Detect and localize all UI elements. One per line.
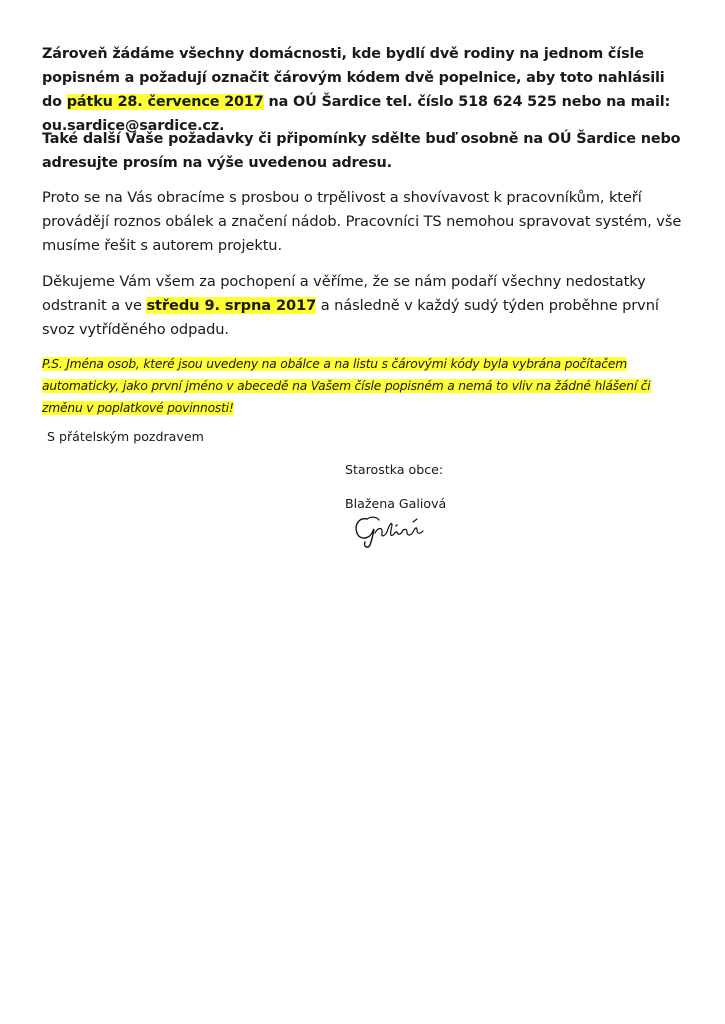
signer-role: Starostka obce: xyxy=(345,462,444,477)
paragraph-two-families xyxy=(42,42,682,138)
handwritten-signature xyxy=(353,511,431,549)
paragraph-two-families-contact: na OÚ Šardice tel. číslo 518 624 525 nebo na mail: ou.sardice@sardice.cz. xyxy=(42,94,671,134)
paragraph-thanks xyxy=(42,270,682,342)
closing-greeting: S přátelským pozdravem xyxy=(47,429,204,444)
postscript-note xyxy=(42,353,682,419)
paragraph-requests: Také další Vaše požadavky či připomínky sdělte buď osobně na OÚ Šardice nebo adresujte prosím na výše uvedenou adresu. xyxy=(42,131,681,171)
paragraph-patience: Proto se na Vás obracíme s prosbou o trpělivost a shovívavost k pracovníkům, kteří provádějí roznos obálek a značení nádob. Pracovníci TS nemohou spravovat systém, vše musíme řešit s autorem projektu. xyxy=(42,189,682,254)
paragraph-two-families-text: Zároveň žádáme všechny domácnosti, kde bydlí dvě rodiny na jednom čísle popisném a požadují označit čárovým kódem dvě popelnice, aby toto nahlásili do xyxy=(42,46,665,110)
postscript-text: P.S. Jména osob, které jsou uvedeny na obálce a na listu s čárovými kódy byla vybrána počítačem automaticky, jako první jméno v abecedě na Vašem čísle popisném a nemá to vliv na žádné hlášení či změnu v poplatkové povinnosti! xyxy=(42,357,651,415)
collection-date-highlight: středu 9. srpna 2017 xyxy=(146,297,317,314)
signer-name: Blažena Galiová xyxy=(345,496,447,511)
paragraph-thanks-rest: a následně v každý sudý týden proběhne první svoz vytříděného odpadu. xyxy=(42,297,659,338)
deadline-highlight: pátku 28. července 2017 xyxy=(66,94,264,110)
paragraph-thanks-text: Děkujeme Vám všem za pochopení a věříme, že se nám podaří všechny nedostatky odstranit a ve xyxy=(42,273,646,314)
